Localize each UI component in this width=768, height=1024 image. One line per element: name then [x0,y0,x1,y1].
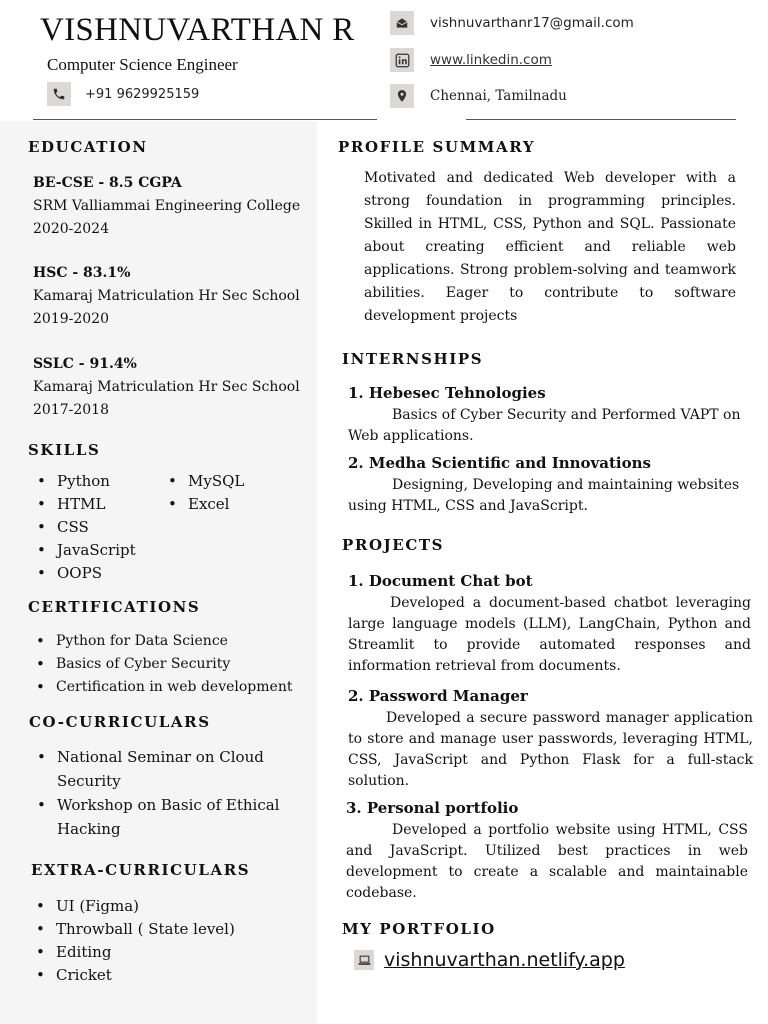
education-degree: SSLC - 91.4% [33,356,137,372]
education-entry [33,353,313,422]
linkedin-contact [390,48,552,72]
envelope-icon [390,11,414,35]
email-address[interactable]: vishnuvarthanr17@gmail.com [430,15,634,31]
cocurriculars-list [33,745,288,841]
skill-item: • Excel [164,493,304,516]
project-desc: Developed a document-based chatbot leveraging large language models (LLM), LangChain, Python and Streamlit to provide automated responses and information retrieval from documents. [348,595,751,674]
cocurricular-item: • Workshop on Basic of Ethical Hacking [33,793,288,841]
extracurricular-item: • UI (Figma) [32,895,302,918]
internship-desc: Designing, Developing and maintaining websites using HTML, CSS and JavaScript. [348,477,740,514]
internship-name: 1. Hebesec Tehnologies [348,384,546,402]
skills-list-right [164,470,304,516]
project-name: 1. Document Chat bot [348,572,533,590]
phone-number: +91 9629925159 [85,86,200,102]
cocurricular-item: • National Seminar on Cloud Security [33,745,288,793]
extracurriculars-list [32,895,302,987]
project-name: 3. Personal portfolio [346,799,519,817]
education-entry [33,172,313,241]
skill-item: • Python [33,470,163,493]
header-divider-right [466,119,736,120]
certification-item: • Certification in web development [32,676,317,699]
certifications-heading: CERTIFICATIONS [28,598,201,616]
linkedin-link[interactable]: www.linkedin.com [430,52,552,68]
certification-item: • Python for Data Science [32,630,317,653]
skill-item: • HTML [33,493,163,516]
phone-icon [47,82,71,106]
projects-heading: PROJECTS [342,536,445,554]
education-school: Kamaraj Matriculation Hr Sec School [33,288,300,304]
education-years: 2017-2018 [33,402,109,418]
phone-contact [47,82,199,106]
email-contact [390,11,634,35]
education-degree: BE-CSE - 8.5 CGPA [33,175,182,191]
project-item [346,797,748,904]
portfolio-row [354,949,625,971]
map-pin-icon [390,84,414,108]
project-item [348,570,751,677]
education-degree: HSC - 83.1% [33,265,131,281]
skill-item: • CSS [33,516,163,539]
internship-item [348,452,748,517]
extracurricular-item: • Throwball ( State level) [32,918,302,941]
project-desc: Developed a portfolio website using HTML, CSS and JavaScript. Utilized best practices in web development to create a scalable and maintainable codebase. [346,822,748,901]
skill-item: • OOPS [33,562,163,585]
linkedin-icon [390,48,414,72]
project-item [348,685,753,792]
certifications-list [32,630,317,699]
project-name: 2. Password Manager [348,687,528,705]
skill-item: • JavaScript [33,539,163,562]
candidate-name: VISHNUVARTHAN R [40,12,355,48]
skills-list-left [33,470,163,585]
education-entry [33,262,313,331]
education-years: 2019-2020 [33,311,109,327]
cocurriculars-heading: CO-CURRICULARS [29,713,211,731]
header-divider-left [33,119,377,120]
education-school: Kamaraj Matriculation Hr Sec School [33,379,300,395]
internship-name: 2. Medha Scientific and Innovations [348,454,651,472]
certification-item: • Basics of Cyber Security [32,653,317,676]
location-contact [390,84,567,108]
profile-summary: Motivated and dedicated Web developer with a strong foundation in programming principles. Skilled in HTML, CSS, Python and SQL. Passionate about creating efficient and reliable web applications. Strong problem-solving and teamwork abilities. Eager to contribute to software development projects [364,170,736,324]
portfolio-heading: MY PORTFOLIO [342,920,496,938]
extracurriculars-heading: EXTRA-CURRICULARS [31,861,251,879]
skills-heading: SKILLS [28,441,101,459]
location-text: Chennai, Tamilnadu [430,88,567,104]
candidate-role: Computer Science Engineer [47,55,238,74]
education-school: SRM Valliammai Engineering College [33,198,301,214]
internship-desc: Basics of Cyber Security and Performed VAPT on Web applications. [348,407,741,444]
project-desc: Developed a secure password manager application to store and manage user passwords, leveraging HTML, CSS, JavaScript and Python Flask for a full-stack solution. [348,710,753,789]
internship-item [348,382,748,447]
education-heading: EDUCATION [28,138,148,156]
laptop-icon [354,950,374,970]
skill-item: • MySQL [164,470,304,493]
profile-heading: PROFILE SUMMARY [338,138,536,156]
education-years: 2020-2024 [33,221,109,237]
internships-heading: INTERNSHIPS [342,350,484,368]
extracurricular-item: • Editing [32,941,302,964]
portfolio-link[interactable]: vishnuvarthan.netlify.app [384,949,625,971]
extracurricular-item: • Cricket [32,964,302,987]
